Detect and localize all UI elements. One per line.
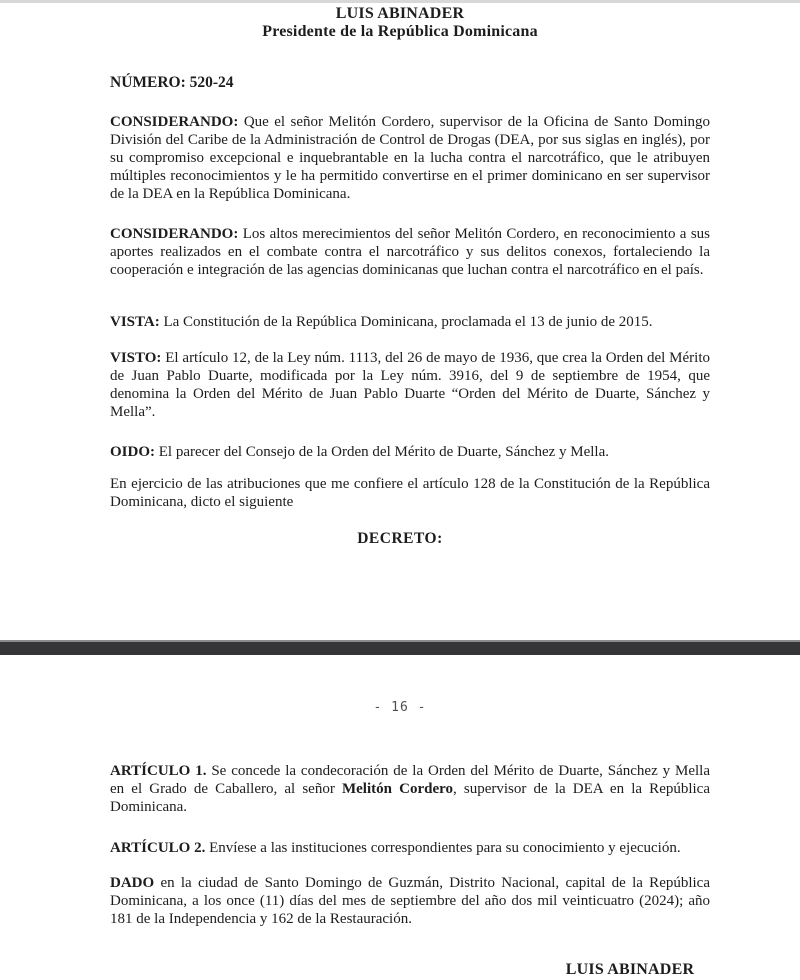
signature-name: LUIS ABINADER	[565, 961, 695, 978]
paragraph-text: Los altos merecimientos del señor Melitón Cordero, en reconocimiento a sus aportes realizados en el combate contra el narcotráfico y sus delitos conexos, fortaleciendo la cooperación e integración de las agencias dominicanas que luchan contra el narcotráfico en el país.	[110, 226, 711, 278]
paragraph-text: El parecer del Consejo de la Orden del Mérito de Duarte, Sánchez y Mella.	[158, 444, 609, 460]
paragraph-label: CONSIDERANDO:	[110, 226, 243, 242]
paragraph-text: La Constitución de la República Dominicana, proclamada el 13 de junio de 2015.	[163, 314, 653, 330]
paragraph-label: OIDO:	[110, 444, 159, 460]
paragraph-articulo-1	[110, 762, 710, 816]
paragraph-en-ejercicio	[110, 475, 710, 511]
paragraph-label: ARTÍCULO 2.	[110, 840, 210, 856]
decreto-heading: DECRETO:	[357, 530, 443, 547]
paragraph-text: Que el señor Melitón Cordero, supervisor de la Oficina de Santo Domingo División del Caribe de la Administración de Control de Drogas (DEA, por sus siglas en inglés), por su compromiso excepcional e inquebrantable en la lucha contra el narcotráfico, que le atribuyen múltiples reconocimientos y le ha permitido convertirse en el primer dominicano en ser supervisor de la DEA en la República Dominicana.	[110, 114, 711, 202]
paragraph-considerando-1	[110, 113, 710, 203]
paragraph-oido	[110, 443, 710, 461]
paragraph-considerando-2	[110, 225, 710, 279]
paragraph-label: VISTO:	[110, 350, 166, 366]
paragraph-text: , supervisor de la DEA en la República Dominicana.	[110, 781, 710, 815]
viewport-top-border	[0, 0, 800, 3]
author-name-heading: LUIS ABINADER	[335, 5, 465, 22]
paragraph-visto	[110, 349, 710, 421]
honoree-name: Melitón Cordero	[341, 781, 453, 797]
paragraph-vista	[110, 313, 710, 331]
decree-number: NÚMERO: 520-24	[110, 74, 234, 91]
paragraph-dado	[110, 874, 710, 928]
paragraph-label: ARTÍCULO 1.	[110, 763, 212, 779]
paragraph-articulo-2	[110, 839, 710, 857]
page-number: - 16 -	[373, 700, 427, 715]
page-separator-bar	[0, 640, 800, 655]
paragraph-label: VISTA:	[110, 314, 164, 330]
author-title-heading: Presidente de la República Dominicana	[262, 23, 538, 40]
paragraph-label: CONSIDERANDO:	[110, 114, 244, 130]
paragraph-text: Envíese a las instituciones correspondientes para su conocimiento y ejecución.	[209, 840, 681, 856]
document-header	[0, 5, 800, 41]
paragraph-text: En ejercicio de las atribuciones que me confiere el artículo 128 de la Constitución de la República Dominicana, dicto el siguiente	[110, 476, 710, 510]
paragraph-text: en la ciudad de Santo Domingo de Guzmán, Distrito Nacional, capital de la República Dominicana, a los once (11) días del mes de septiembre del año dos mil veinticuatro (2024); año 181 de la Independencia y 162 de la Restauración.	[110, 875, 710, 927]
paragraph-label: DADO	[110, 875, 161, 891]
paragraph-text: El artículo 12, de la Ley núm. 1113, del 26 de mayo de 1936, que crea la Orden del Mérito de Juan Pablo Duarte, modificada por la Ley núm. 3916, del 9 de septiembre de 1954, que denomina la Orden del Mérito de Juan Pablo Duarte “Orden del Mérito de Duarte, Sánchez y Mella”.	[110, 350, 710, 420]
paragraph-text: Se concede la condecoración de la Orden del Mérito de Duarte, Sánchez y Mella en el Grado de Caballero, al señor	[110, 763, 710, 797]
